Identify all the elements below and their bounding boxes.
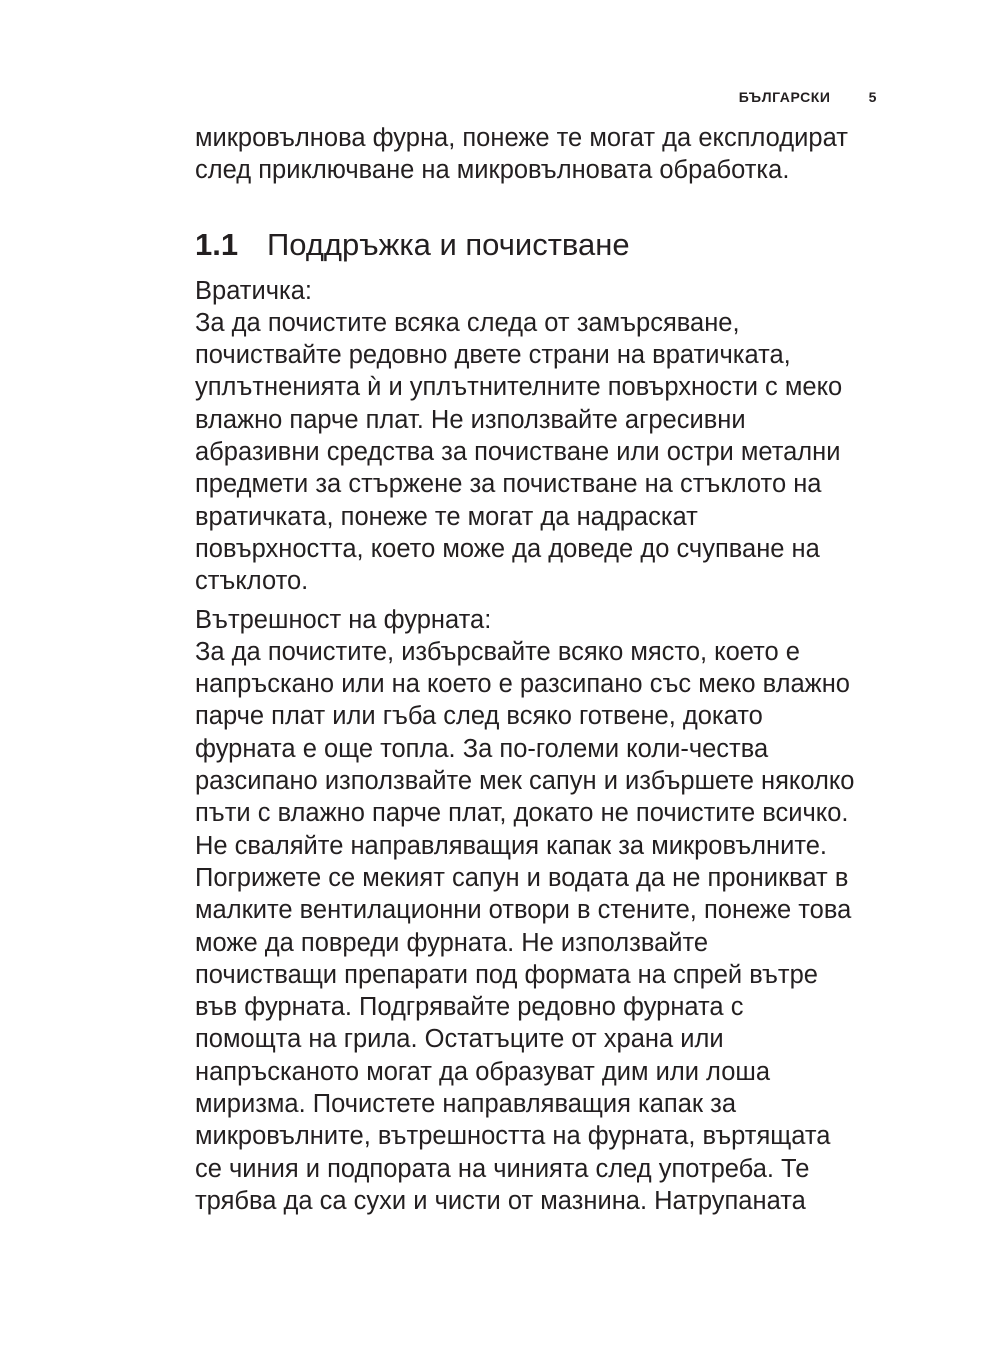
door-paragraph bbox=[195, 275, 895, 598]
text-line: влажно парче плат. Не използвайте агресивни bbox=[195, 405, 746, 434]
text-line: след приключване на микровълновата обработка. bbox=[195, 156, 790, 185]
text-line: абразивни средства за почистване или остри метални bbox=[195, 438, 841, 467]
text-line: Погрижете се мекият сапун и водата да не проникват в bbox=[195, 863, 849, 892]
document-body bbox=[195, 122, 895, 1217]
text-line: малките вентилационни отвори в стените, понеже това bbox=[195, 896, 852, 925]
text-line: се чиния и подпората на чинията след употреба. Те bbox=[195, 1154, 810, 1183]
language-label: БЪЛГАРСКИ bbox=[738, 89, 831, 105]
text-line: помощта на грила. Остатъците от храна или bbox=[195, 1025, 724, 1054]
text-line: пъти с влажно парче плат, докато не почистите всичко. bbox=[195, 799, 849, 828]
section-heading bbox=[195, 225, 895, 265]
section-title: Поддръжка и почистване bbox=[267, 226, 630, 262]
text-line: повърхността, което може да доведе до счупване на bbox=[195, 534, 820, 563]
text-line: може да повреди фурната. Не използвайте bbox=[195, 928, 709, 957]
text-line: предмети за стържене за почистване на стъклото на bbox=[195, 470, 822, 499]
text-line: За да почистите, избърсвайте всяко място, което е bbox=[195, 637, 800, 666]
page-header bbox=[739, 89, 877, 105]
section-number: 1.1 bbox=[195, 226, 239, 262]
intro-paragraph bbox=[195, 122, 895, 187]
text-line: стъклото. bbox=[195, 567, 309, 596]
text-line: трябва да са сухи и чисти от мазнина. Натрупаната bbox=[195, 1186, 806, 1215]
text-line: напръскано или на което е разсипано със меко влажно bbox=[195, 670, 850, 699]
interior-heading: Вътрешност на фурната: bbox=[195, 605, 492, 634]
interior-paragraph bbox=[195, 604, 895, 1218]
text-line: За да почистите всяка следа от замърсяване, bbox=[195, 308, 740, 337]
text-line: парче плат или гъба след всяко готвене, докато bbox=[195, 702, 763, 731]
text-line: почистващи препарати под формата на спрей вътре bbox=[195, 960, 818, 989]
text-line: вратичката, понеже те могат да надраскат bbox=[195, 502, 698, 531]
text-line: фурната е още топла. За по-големи коли-чества bbox=[195, 734, 769, 763]
text-line: уплътненията ѝ и уплътнителните повърхности с меко bbox=[195, 373, 843, 402]
text-line: във фурната. Подгрявайте редовно фурната с bbox=[195, 993, 744, 1022]
text-line: Не сваляйте направляващия капак за микровълните. bbox=[195, 831, 827, 860]
text-line: миризма. Почистете направляващия капак за bbox=[195, 1090, 737, 1119]
page-number: 5 bbox=[868, 89, 877, 105]
text-line: почиствайте редовно двете страни на вратичката, bbox=[195, 341, 791, 370]
text-line: разсипано използвайте мек сапун и избършете няколко bbox=[195, 767, 855, 796]
text-line: микровълнова фурна, понеже те могат да експлодират bbox=[195, 124, 848, 152]
door-heading: Вратичка: bbox=[195, 276, 313, 305]
text-line: напръсканото могат да образуват дим или лоша bbox=[195, 1057, 771, 1086]
text-line: микровълните, вътрешността на фурната, въртящата bbox=[195, 1122, 831, 1151]
